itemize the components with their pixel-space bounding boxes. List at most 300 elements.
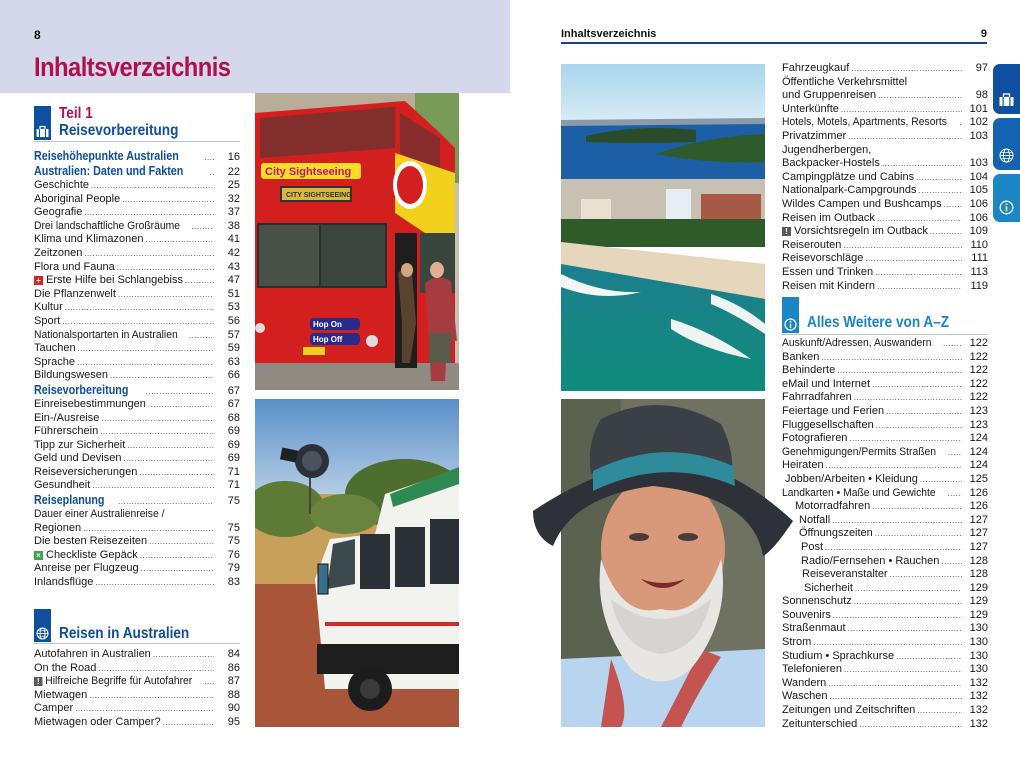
toc-entry-text: Reiserouten bbox=[782, 238, 842, 251]
toc-entry-page: 69 bbox=[227, 438, 240, 451]
dot-leader bbox=[127, 439, 214, 453]
toc-entry-label bbox=[34, 576, 93, 590]
dot-leader bbox=[139, 466, 214, 480]
toc-entry-page: 103 bbox=[969, 129, 988, 142]
dot-leader bbox=[829, 690, 962, 704]
toc-entry-text: Auskunft/Adressen, Auswandern bbox=[782, 337, 932, 349]
toc-entry[interactable] bbox=[782, 704, 988, 718]
toc-entry-page: 53 bbox=[227, 301, 240, 314]
toc-entry[interactable] bbox=[34, 193, 240, 207]
toc-entry-text: Aboriginal People bbox=[34, 192, 121, 205]
toc-list-section1 bbox=[34, 149, 240, 590]
dot-leader bbox=[855, 582, 962, 596]
info-icon bbox=[999, 200, 1014, 215]
toc-entry[interactable] bbox=[34, 342, 240, 356]
toc-entry[interactable] bbox=[34, 479, 240, 493]
toc-entry-label bbox=[34, 164, 183, 179]
toc-entry[interactable] bbox=[782, 144, 988, 158]
toc-entry[interactable] bbox=[782, 473, 988, 487]
toc-entry-text: Klima und Klimazonen bbox=[34, 233, 144, 246]
toc-entry-page: 127 bbox=[969, 527, 988, 540]
toc-entry-label bbox=[782, 266, 873, 280]
toc-entry-label bbox=[34, 412, 99, 426]
toc-entry-page: 75 bbox=[227, 521, 240, 534]
toc-entry-text: Vorsichtsregeln im Outback bbox=[794, 225, 928, 238]
dot-leader bbox=[110, 369, 214, 383]
toc-entry-label bbox=[782, 239, 841, 253]
toc-entry[interactable] bbox=[782, 157, 988, 171]
toc-entry[interactable] bbox=[782, 62, 988, 76]
toc-entry-text: Landkarten • Maße und Gewichte bbox=[782, 486, 936, 499]
toc-entry-page: 32 bbox=[227, 192, 240, 205]
svg-text:Hop Off: Hop Off bbox=[313, 335, 343, 344]
toc-entry-page: 109 bbox=[969, 225, 988, 238]
first-aid-icon: + bbox=[34, 276, 43, 285]
toc-list-continued bbox=[782, 62, 988, 293]
toc-entry-page: 57 bbox=[227, 328, 240, 341]
toc-entry[interactable] bbox=[782, 487, 988, 501]
toc-entry[interactable] bbox=[34, 398, 240, 412]
toc-entry[interactable] bbox=[782, 252, 988, 266]
dot-leader bbox=[941, 555, 962, 569]
dot-leader bbox=[878, 89, 962, 103]
toc-entry[interactable] bbox=[782, 184, 988, 198]
toc-entry[interactable] bbox=[34, 535, 240, 549]
toc-entry[interactable] bbox=[34, 329, 240, 343]
toc-entry[interactable] bbox=[782, 198, 988, 212]
dot-leader bbox=[117, 261, 214, 275]
toc-entry[interactable] bbox=[782, 582, 988, 596]
toc-entry-text: Regionen bbox=[34, 521, 82, 534]
toc-entry-page: 88 bbox=[227, 688, 240, 701]
toc-entry[interactable] bbox=[782, 432, 988, 446]
toc-entry[interactable] bbox=[782, 718, 988, 732]
bearded-man-hat-portrait-photo bbox=[531, 399, 795, 727]
toc-entry-text: Reisevorbereitung bbox=[34, 382, 129, 397]
toc-entry-label bbox=[34, 315, 60, 329]
toc-entry[interactable] bbox=[34, 549, 240, 563]
section-title: Alles Weitere von A–Z bbox=[807, 314, 950, 331]
dot-leader bbox=[865, 252, 962, 266]
toc-entry-text: Erste Hilfe bei Schlangebiss bbox=[46, 274, 183, 287]
dot-leader bbox=[83, 522, 214, 536]
dot-leader bbox=[837, 364, 962, 378]
toc-entry-label bbox=[782, 144, 871, 158]
toc-entry[interactable] bbox=[34, 179, 240, 193]
toc-entry-text: Öffnungszeiten bbox=[799, 527, 873, 540]
dot-leader bbox=[141, 562, 214, 576]
toc-entry[interactable] bbox=[34, 274, 240, 288]
toc-entry-page: 106 bbox=[969, 197, 988, 210]
toc-entry[interactable] bbox=[34, 522, 240, 536]
dot-leader bbox=[123, 452, 214, 466]
toc-entry-text: Geschichte bbox=[34, 179, 90, 191]
section-tab bbox=[782, 297, 799, 333]
toc-entry-text: Fahrzeugkauf bbox=[782, 62, 850, 74]
thumb-tab-reisen[interactable] bbox=[993, 118, 1020, 170]
dot-leader bbox=[185, 274, 214, 288]
toc-entry-label bbox=[782, 446, 936, 460]
toc-entry-page: 97 bbox=[975, 62, 988, 74]
dot-leader bbox=[832, 514, 962, 528]
toc-entry[interactable] bbox=[782, 595, 988, 609]
toc-entry[interactable] bbox=[782, 419, 988, 433]
part-label: Teil 1 bbox=[59, 105, 93, 122]
dot-leader bbox=[828, 677, 962, 691]
section-head-reisen[interactable] bbox=[34, 610, 240, 644]
dot-leader bbox=[930, 225, 962, 239]
toc-entry[interactable] bbox=[34, 662, 240, 676]
toc-entry[interactable] bbox=[34, 206, 240, 220]
dot-leader bbox=[98, 662, 214, 676]
toc-entry[interactable] bbox=[782, 622, 988, 636]
toc-entry-page: 132 bbox=[969, 690, 988, 703]
toc-entry-label bbox=[34, 675, 192, 689]
toc-entry[interactable] bbox=[34, 412, 240, 426]
toc-entry[interactable] bbox=[34, 164, 240, 179]
dot-leader bbox=[948, 446, 962, 460]
toc-entry-label bbox=[34, 329, 178, 343]
toc-entry-page: 67 bbox=[227, 397, 240, 410]
section-title: Reisen in Australien bbox=[59, 625, 190, 642]
toc-entry-page: 75 bbox=[227, 535, 240, 548]
toc-entry[interactable] bbox=[34, 288, 240, 302]
toc-entry-page: 69 bbox=[227, 452, 240, 465]
toc-entry-text: Essen und Trinken bbox=[782, 265, 874, 278]
toc-entry[interactable] bbox=[34, 576, 240, 590]
toc-entry[interactable] bbox=[782, 677, 988, 691]
svg-text:City Sightseeing: City Sightseeing bbox=[265, 166, 352, 178]
toc-entry[interactable] bbox=[34, 220, 240, 234]
toc-entry-label bbox=[782, 636, 811, 650]
toc-entry-text: Bildungswesen bbox=[34, 369, 108, 382]
toc-entry-text: Inlandsflüge bbox=[34, 576, 94, 589]
dot-leader bbox=[65, 301, 214, 315]
toc-entry-text: Fotografieren bbox=[782, 432, 848, 445]
toc-entry-label bbox=[34, 247, 82, 261]
toc-entry[interactable] bbox=[34, 452, 240, 466]
dot-leader bbox=[77, 356, 214, 370]
toc-entry[interactable] bbox=[34, 702, 240, 716]
toc-entry-text: eMail und Internet bbox=[782, 377, 871, 390]
toc-entry-text: Mietwagen bbox=[34, 688, 88, 701]
toc-entry-text: Drei landschaftliche Großräume bbox=[34, 219, 180, 232]
toc-entry[interactable] bbox=[34, 369, 240, 383]
dot-leader bbox=[826, 459, 962, 473]
exclamation-icon: ! bbox=[34, 677, 42, 686]
dot-leader bbox=[859, 718, 962, 732]
toc-entry-label bbox=[34, 508, 164, 522]
dot-leader bbox=[189, 329, 214, 343]
dot-leader bbox=[821, 351, 962, 365]
toc-entry-label bbox=[782, 609, 831, 623]
dot-leader bbox=[204, 675, 214, 689]
info-icon bbox=[784, 318, 797, 331]
toc-entry-label bbox=[782, 364, 835, 378]
toc-entry-page: 22 bbox=[227, 166, 240, 178]
toc-entry[interactable] bbox=[34, 439, 240, 453]
thumb-tab-reisevorbereitung[interactable] bbox=[993, 64, 1020, 114]
toc-entry-page: 66 bbox=[227, 369, 240, 382]
section-tab bbox=[34, 106, 51, 140]
dot-leader bbox=[843, 239, 962, 253]
toc-entry-label bbox=[782, 500, 870, 514]
toc-entry-page: 95 bbox=[227, 715, 240, 728]
dot-leader bbox=[62, 315, 214, 329]
manly-beach-aerial-photo bbox=[561, 64, 765, 391]
dot-leader bbox=[844, 663, 962, 677]
toc-entry-label bbox=[782, 378, 870, 392]
page-title: Inhaltsverzeichnis bbox=[34, 52, 231, 82]
toc-entry[interactable] bbox=[34, 383, 240, 398]
toc-entry-page: 56 bbox=[227, 314, 240, 327]
section-head-a-z[interactable] bbox=[782, 298, 988, 335]
toc-entry-label bbox=[782, 432, 847, 446]
toc-entry-text: Reiseversicherungen bbox=[34, 465, 138, 478]
toc-entry[interactable] bbox=[782, 391, 988, 405]
toc-entry[interactable] bbox=[782, 405, 988, 419]
toc-entry-label bbox=[782, 351, 819, 365]
toc-entry-text: Fahrradfahren bbox=[782, 391, 852, 404]
toc-entry-page: 132 bbox=[969, 717, 988, 730]
dot-leader bbox=[813, 636, 962, 650]
toc-entry[interactable] bbox=[34, 247, 240, 261]
toc-entry[interactable] bbox=[782, 266, 988, 280]
toc-entry[interactable] bbox=[782, 636, 988, 650]
toc-entry-text: Genehmigungen/Permits Straßen bbox=[782, 445, 937, 458]
toc-entry-page: 106 bbox=[969, 211, 988, 224]
toc-entry-page: 132 bbox=[969, 704, 988, 717]
dot-leader bbox=[101, 412, 214, 426]
toc-entry[interactable] bbox=[34, 648, 240, 662]
toc-entry[interactable] bbox=[782, 171, 988, 185]
toc-entry-text: Camper bbox=[34, 702, 74, 715]
dot-leader bbox=[149, 535, 214, 549]
toc-entry-label bbox=[34, 369, 108, 383]
toc-entry-label bbox=[782, 405, 884, 419]
toc-entry-page: 119 bbox=[970, 279, 988, 292]
toc-entry[interactable] bbox=[34, 689, 240, 703]
toc-entry-label bbox=[782, 663, 842, 677]
toc-entry[interactable] bbox=[34, 466, 240, 480]
toc-entry-label bbox=[782, 116, 947, 130]
dot-leader bbox=[95, 576, 214, 590]
dot-leader bbox=[848, 130, 962, 144]
toc-entry-label bbox=[782, 704, 915, 718]
toc-entry[interactable] bbox=[34, 233, 240, 247]
toc-entry-label bbox=[34, 493, 104, 508]
suitcase-icon bbox=[36, 125, 49, 138]
toc-entry-text: Flora und Fauna bbox=[34, 260, 115, 273]
toc-entry[interactable] bbox=[782, 527, 988, 541]
dot-leader bbox=[890, 568, 962, 582]
toc-entry-text: Sport bbox=[34, 314, 61, 327]
dot-leader bbox=[100, 425, 214, 439]
toc-entry-page: 47 bbox=[227, 274, 240, 287]
toc-entry-text: Wandern bbox=[782, 676, 827, 689]
toc-entry-text: Heiraten bbox=[782, 459, 824, 472]
page-number-left: 8 bbox=[34, 28, 41, 42]
toc-entry-page: 122 bbox=[969, 350, 988, 363]
running-header bbox=[561, 28, 987, 44]
toc-entry[interactable] bbox=[782, 76, 988, 90]
toc-entry-page: 110 bbox=[970, 238, 988, 251]
toc-entry-label bbox=[782, 650, 894, 664]
toc-entry[interactable] bbox=[782, 500, 988, 514]
toc-entry[interactable] bbox=[782, 541, 988, 555]
toc-entry-label bbox=[782, 130, 846, 144]
toc-entry-page: 69 bbox=[227, 425, 240, 438]
toc-entry-label bbox=[34, 648, 151, 662]
toc-entry-page: 38 bbox=[227, 219, 240, 232]
toc-entry[interactable] bbox=[782, 663, 988, 677]
toc-entry[interactable] bbox=[782, 116, 988, 130]
toc-entry-label bbox=[782, 595, 852, 609]
toc-entry-label bbox=[782, 582, 853, 596]
toc-entry[interactable] bbox=[34, 149, 240, 164]
toc-entry[interactable] bbox=[782, 212, 988, 226]
toc-entry-label bbox=[782, 103, 839, 117]
toc-entry[interactable] bbox=[782, 459, 988, 473]
dot-leader bbox=[916, 171, 962, 185]
thumb-tab-a-z[interactable] bbox=[993, 174, 1020, 222]
toc-entry[interactable] bbox=[34, 261, 240, 275]
dot-leader bbox=[92, 479, 214, 493]
toc-entry-page: 130 bbox=[969, 636, 988, 649]
toc-entry[interactable] bbox=[782, 514, 988, 528]
toc-entry-text: Straßenmaut bbox=[782, 622, 846, 635]
toc-entry[interactable] bbox=[782, 89, 988, 103]
toc-entry[interactable] bbox=[782, 225, 988, 239]
toc-entry-label bbox=[34, 261, 115, 275]
toc-entry-page: 105 bbox=[969, 184, 988, 197]
toc-entry-label bbox=[782, 677, 826, 691]
toc-entry[interactable] bbox=[782, 650, 988, 664]
toc-entry[interactable] bbox=[782, 690, 988, 704]
toc-entry-label bbox=[782, 459, 824, 473]
toc-entry-text: Geografie bbox=[34, 206, 83, 219]
toc-entry[interactable] bbox=[782, 555, 988, 569]
dot-leader bbox=[153, 648, 214, 662]
toc-entry-page: 130 bbox=[969, 622, 988, 635]
toc-entry-label bbox=[34, 220, 180, 234]
toc-entry[interactable] bbox=[782, 446, 988, 460]
toc-entry-text: Anreise per Flugzeug bbox=[34, 562, 139, 575]
toc-entry-label bbox=[782, 391, 852, 405]
dot-leader bbox=[122, 193, 214, 207]
toc-entry-page: 98 bbox=[975, 89, 988, 102]
toc-entry[interactable] bbox=[782, 568, 988, 582]
toc-entry-page: 132 bbox=[969, 676, 988, 689]
dot-leader bbox=[875, 527, 962, 541]
dot-leader bbox=[145, 233, 214, 247]
toc-entry-label bbox=[34, 439, 125, 453]
toc-entry-text: Mietwagen oder Camper? bbox=[34, 715, 161, 728]
dot-leader bbox=[877, 280, 962, 294]
toc-entry-text: Wildes Campen und Bushcamps bbox=[782, 197, 942, 210]
toc-entry-label bbox=[34, 479, 90, 493]
toc-entry-label bbox=[34, 288, 116, 302]
toc-entry-page: 71 bbox=[227, 479, 240, 492]
toc-entry-label bbox=[782, 171, 914, 185]
dot-leader bbox=[841, 103, 962, 117]
outback-truck-windmill-photo bbox=[255, 399, 459, 727]
toc-entry[interactable] bbox=[782, 239, 988, 253]
toc-entry-page: 84 bbox=[227, 648, 240, 660]
toc-entry[interactable] bbox=[782, 378, 988, 392]
dot-leader bbox=[876, 419, 962, 433]
toc-entry-text: Checkliste Gepäck bbox=[46, 548, 138, 561]
toc-entry-text: Souvenirs bbox=[782, 608, 831, 621]
toc-entry[interactable] bbox=[34, 493, 240, 508]
toc-entry-text: Reiseveranstalter bbox=[802, 568, 888, 581]
toc-entry[interactable] bbox=[782, 103, 988, 117]
section-head-teil1[interactable] bbox=[34, 106, 240, 142]
dot-leader bbox=[947, 487, 962, 501]
toc-entry[interactable] bbox=[34, 716, 240, 730]
toc-entry-page: 103 bbox=[969, 157, 988, 170]
dot-leader bbox=[825, 541, 962, 555]
dot-leader bbox=[877, 212, 962, 226]
toc-entry-page: 123 bbox=[969, 404, 988, 417]
toc-entry-text: Zeitunterschied bbox=[782, 717, 858, 730]
toc-entry[interactable] bbox=[34, 675, 240, 689]
toc-entry-label bbox=[34, 149, 179, 164]
toc-entry[interactable] bbox=[782, 609, 988, 623]
toc-entry-label bbox=[782, 419, 874, 433]
toc-entry[interactable] bbox=[782, 364, 988, 378]
toc-entry[interactable] bbox=[782, 130, 988, 144]
toc-entry-page: 16 bbox=[227, 151, 240, 163]
suitcase-icon bbox=[999, 92, 1014, 107]
toc-entry[interactable] bbox=[782, 280, 988, 294]
toc-entry[interactable] bbox=[34, 425, 240, 439]
toc-entry[interactable] bbox=[782, 337, 988, 351]
toc-entry-label bbox=[782, 473, 918, 487]
toc-entry[interactable] bbox=[34, 301, 240, 315]
toc-entry-label bbox=[782, 89, 876, 103]
toc-entry-page: 76 bbox=[227, 548, 240, 561]
dot-leader bbox=[118, 288, 214, 302]
toc-entry[interactable] bbox=[34, 356, 240, 370]
dot-leader bbox=[75, 702, 214, 716]
toc-entry-page: 129 bbox=[969, 581, 988, 594]
toc-entry-label bbox=[782, 690, 827, 704]
toc-entry-page: 122 bbox=[969, 377, 988, 390]
toc-entry-page: 59 bbox=[227, 342, 240, 355]
toc-entry-text: Die Pflanzenwelt bbox=[34, 287, 116, 300]
toc-entry-label bbox=[782, 514, 830, 528]
toc-entry-label bbox=[34, 549, 138, 563]
toc-entry-label bbox=[34, 662, 96, 676]
toc-entry-page: 101 bbox=[969, 102, 988, 115]
toc-entry-label bbox=[34, 466, 137, 480]
dot-leader bbox=[140, 549, 214, 563]
toc-entry-page: 129 bbox=[969, 608, 988, 621]
toc-entry-text: Sprache bbox=[34, 355, 75, 368]
toc-entry-label bbox=[782, 622, 846, 636]
toc-entry-page: 37 bbox=[227, 206, 240, 219]
toc-entry[interactable] bbox=[782, 351, 988, 365]
toc-entry-page: 41 bbox=[227, 233, 240, 246]
toc-entry[interactable] bbox=[34, 562, 240, 576]
dot-leader bbox=[148, 398, 214, 412]
dot-leader bbox=[882, 157, 962, 171]
toc-entry-page: 126 bbox=[969, 500, 988, 513]
toc-entry[interactable] bbox=[34, 508, 240, 522]
toc-entry[interactable] bbox=[34, 315, 240, 329]
toc-entry-page: 128 bbox=[969, 568, 988, 581]
